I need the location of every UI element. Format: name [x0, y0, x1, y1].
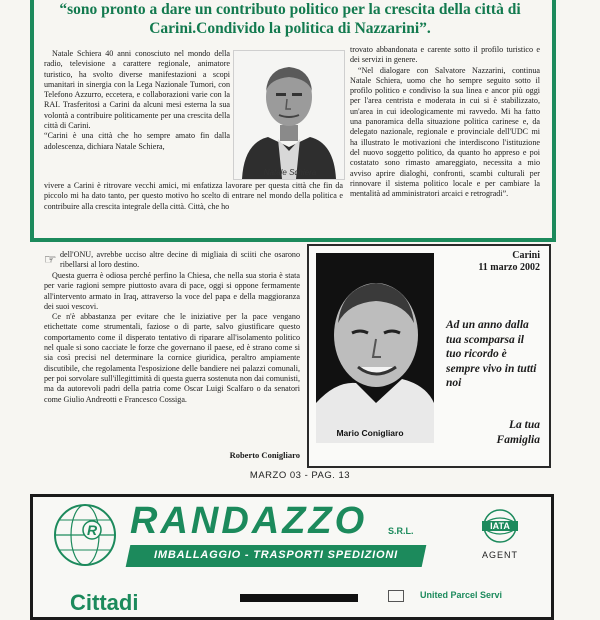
portrait-photo-natale-schiera — [233, 50, 345, 180]
interview-right-paragraph-2: “Nel dialogare con Salvatore Nazzarini, continua Natale Schiera, uomo che ho sempre seguito sotto il profilo politico e condiviso la sua linea e ancor più oggi per l'area centrista e moderata in cui si è stabilizzato, un'area in cui ideologicamente mi ravvedo. Mi ha fatto una panoramica della situazione politica carinese e, da delegato nazionale, regionale e provinciale dell'UDC mi ha illustrato le motivazioni che interdiscono l'istituzione del nuovo soggetto politico, da quanto ho appreso e poi costatato sono rimasto amareggiato, necessita a mio avviso aprire dialoghi, confronti, scambi culturali per rinnovare il sistema politico locale e per cambiare la mentalità ad amministratori arcaici e retrogradi”. — [350, 65, 540, 199]
ad-legal-suffix: S.R.L. — [388, 526, 414, 536]
memorial-date: 11 marzo 2002 — [478, 262, 540, 273]
interview-quote-start: “Carini è una città che ho sempre amato fin dalla adolescenza, dichiara Natale Schiera, — [44, 131, 230, 151]
ad-bottom-right-text: United Parcel Servi — [420, 590, 503, 600]
iata-logo-text: IATA — [490, 521, 510, 531]
interview-right-column — [350, 45, 540, 199]
ad-bottom-bar — [240, 594, 358, 602]
ad-brand-name: RANDAZZO — [130, 500, 368, 542]
iata-agent-label: AGENT — [481, 550, 518, 560]
interview-right-paragraph-1: trovato abbandonata e carente sotto il profilo turistico e dei servizi in genere. — [350, 45, 540, 65]
page-footer: MARZO 03 - PAG. 13 — [249, 470, 351, 481]
memorial-signoff — [450, 418, 540, 447]
interview-left-column — [44, 49, 230, 152]
interview-quote-body: vivere a Carini è ritrovare vecchi amici, mi enfatizza lavorare per questa città che fin da piccolo mi ha dato tanto, per questo motivo ho scelto di entrare nel mondo della politica e contribuire alla crescita integrale della città. Città, che ho — [44, 181, 343, 211]
pointing-hand-icon: ☞ — [44, 253, 57, 268]
memorial-signoff-line-2: Famiglia — [496, 433, 540, 446]
memorial-name: Mario Conigliaro — [336, 428, 404, 438]
article-paragraph-2: Ce n'è abbastanza per evitare che le iniziative per la pace vengano etichettate come strumentali, faziose o di parte, salvo giustificare questo comportamento come il disperato tentativo di riparare all'isolamento politico nel quale si sono cacciate le forze che governano il paese, ed è strano come si sia così precisi nel determinare la cornice giuridica, peraltro ampiamente discutibile, che regolamenta l'esposizione delle bandiere nei palazzi comunali, per poi sorvolare sull'illegittimità di questa guerra sostenuta non dai comunisti, ma da autorevoli padri della patria come Oscar Luigi Scalfaro o da senatori come Giulio Andreotti e Francesco Cossiga. — [44, 312, 300, 404]
memorial-place: Carini — [512, 250, 540, 261]
memorial-signoff-line-1: La tua — [509, 419, 540, 431]
memorial-place-date — [440, 250, 540, 274]
article-paragraph-1: Questa guerra è odiosa perché perfino la Chiesa, che nella sua storia è stata per varie ragioni sempre piuttosto avara di pace, oggi si oppone fermamente all'intervento armato in Iraq, attraverso la voce del papa e della maggioranza dei suoi vescovi. — [44, 271, 300, 311]
ups-logo-icon — [388, 590, 404, 602]
memorial-photo — [316, 253, 434, 443]
article-signature: Roberto Conigliaro — [229, 450, 300, 460]
interview-headline: “sono pronto a dare un contributo politico per la crescita della città di Carini.Condivido la politica di Nazzarini”. — [59, 1, 521, 37]
interview-quote-continued — [44, 181, 343, 212]
interview-intro-paragraph: Natale Schiera 40 anni conosciuto nel mondo della radio, televisione a carattere regionale, animatore turistico, ha svolto diverse manifestazioni a scopi umanitari in sinergia con la Lega Nazionale Tumori, con Telefono Azzurro, eccetera, e collaborazioni varie con la RAI. Trasferitosi a Carini da alcuni mesi esterna la sua volontà a contribuire politicamente per una crescita della città di Carini. — [44, 49, 230, 131]
article-lead — [60, 250, 300, 271]
article-body — [44, 271, 300, 405]
portrait-image — [234, 51, 344, 179]
globe-logo-icon — [50, 500, 120, 575]
memorial-portrait-image — [316, 253, 434, 443]
portrait-caption: Natale Schiera — [263, 168, 317, 177]
globe-letter: R — [86, 522, 98, 538]
ad-tagline: IMBALLAGGIO - TRASPORTI SPEDIZIONI — [154, 549, 398, 561]
memorial-message: Ad un anno dalla tua scomparsa il tuo ricordo è sempre vivo in tutti noi — [446, 319, 537, 389]
ad-bottom-left-text: Cittadi — [70, 590, 139, 615]
article-lead-text: dell'ONU, avrebbe ucciso altre decine di migliaia di sciiti che osarono ribellarsi al loro destino. — [60, 250, 300, 270]
